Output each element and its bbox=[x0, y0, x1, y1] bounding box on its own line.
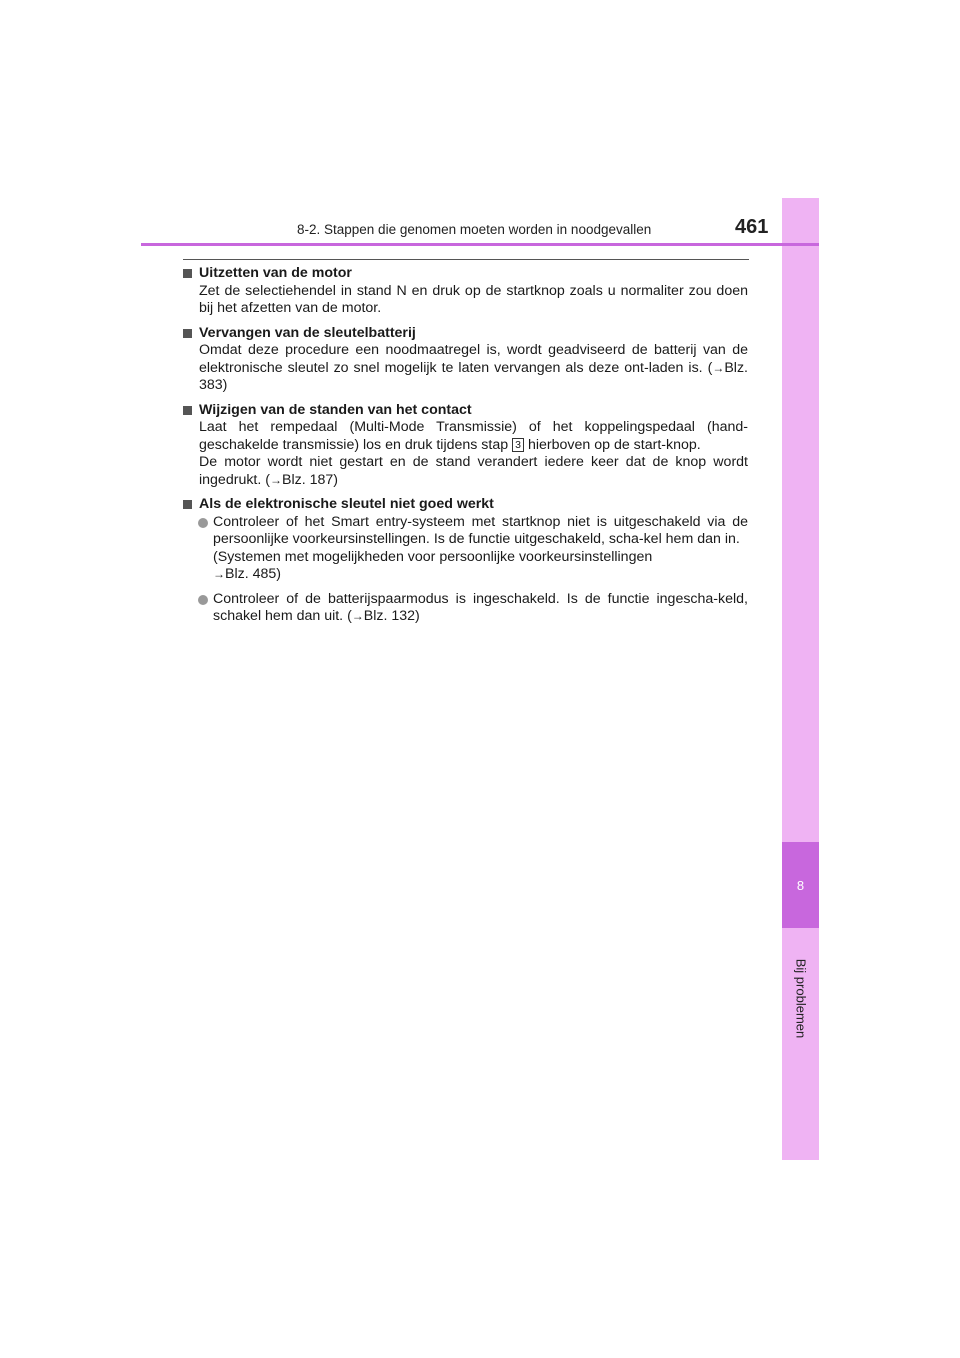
page-reference: Blz. 187) bbox=[281, 471, 338, 488]
page-reference: Blz. 485) bbox=[225, 566, 281, 582]
section-text: Laat het rempedaal (Multi-Mode Transmissie) of het koppelingspedaal (hand-geschakelde transmissie) los en druk tijdens stap 3 hierboven op de start-knop. De motor wordt niet gestart en de stand verandert iedere keer dat de knop wordt ingedrukt. (→Blz. 187) bbox=[199, 419, 748, 488]
section-key-battery bbox=[183, 325, 748, 395]
arrow-right-icon: → bbox=[712, 360, 725, 375]
section-text: Omdat deze procedure een noodmaatregel is, wordt geadviseerd de batterij van de elektronische sleutel zo snel mogelijk te laten vervangen als deze ont-laden is. (→Blz. 383) bbox=[199, 342, 748, 393]
section-heading: Wijzigen van de standen van het contact bbox=[183, 402, 748, 420]
square-bullet-icon bbox=[183, 269, 192, 278]
section-heading: Uitzetten van de motor bbox=[183, 265, 748, 283]
section-key-malfunction bbox=[183, 496, 748, 626]
arrow-right-icon: → bbox=[213, 567, 225, 581]
page-reference: Blz. 132) bbox=[363, 608, 420, 624]
arrow-right-icon: → bbox=[351, 609, 364, 623]
chapter-number: 8 bbox=[796, 877, 805, 893]
content-divider bbox=[183, 259, 749, 260]
chapter-label: Bij problemen bbox=[793, 958, 808, 1038]
list-item: Controleer of het Smart entry-systeem met startknop niet is uitgeschakeld via de persoonlijke voorkeursinstellingen. Is de functie uitgeschakeld, scha-kel hem dan in. (Systemen met mogelijkheden voor persoonlijke voorkeursinstellingen →Blz. 485) bbox=[198, 514, 748, 584]
section-ignition-modes bbox=[183, 402, 748, 490]
page-content bbox=[183, 265, 748, 633]
page-number: 461 bbox=[735, 216, 769, 238]
round-bullet-icon bbox=[198, 518, 208, 528]
chapter-number-tab bbox=[782, 842, 819, 928]
section-heading: Als de elektronische sleutel niet goed werkt bbox=[183, 496, 748, 514]
header-divider bbox=[141, 243, 819, 246]
list-item: Controleer of de batterijspaarmodus is ingeschakeld. Is de functie ingescha-keld, schakel hem dan uit. (→Blz. 132) bbox=[198, 591, 748, 626]
square-bullet-icon bbox=[183, 329, 192, 338]
section-title: 8-2. Stappen die genomen moeten worden in noodgevallen bbox=[297, 222, 652, 237]
section-text: Zet de selectiehendel in stand N en druk op de startknop zoals u normaliter zou doen bij het afzetten van de motor. bbox=[199, 282, 748, 316]
page-reference: Blz. 383) bbox=[199, 359, 748, 393]
section-engine-off bbox=[183, 265, 748, 318]
arrow-right-icon: → bbox=[269, 472, 282, 487]
square-bullet-icon bbox=[183, 406, 192, 415]
bullet-list bbox=[197, 514, 748, 626]
square-bullet-icon bbox=[183, 500, 192, 509]
chapter-label-box bbox=[782, 938, 819, 1058]
section-heading: Vervangen van de sleutelbatterij bbox=[183, 325, 748, 343]
round-bullet-icon bbox=[198, 595, 208, 605]
step-number-badge: 3 bbox=[512, 438, 524, 452]
